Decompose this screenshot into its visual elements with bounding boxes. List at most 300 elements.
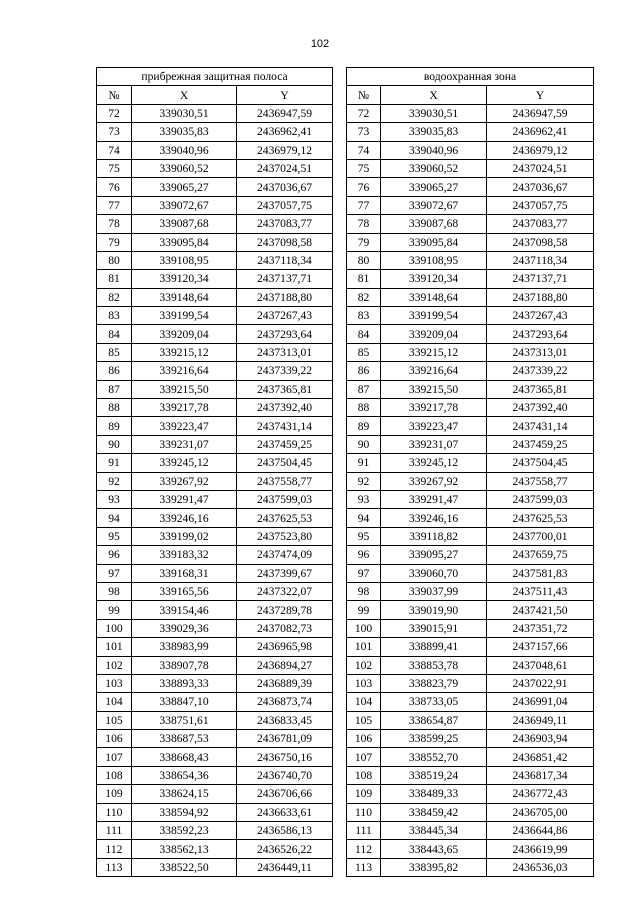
left-y-value: 2437098,58 bbox=[237, 233, 333, 251]
right-point-number: 94 bbox=[347, 509, 381, 527]
left-x-value: 339291,47 bbox=[132, 490, 237, 508]
left-y-value: 2437322,07 bbox=[237, 582, 333, 600]
right-y-value: 2437022,91 bbox=[487, 674, 594, 692]
left-point-number: 105 bbox=[97, 711, 132, 729]
left-point-number: 112 bbox=[97, 840, 132, 858]
table-gap bbox=[333, 840, 347, 858]
right-y-value: 2437351,72 bbox=[487, 619, 594, 637]
right-y-value: 2437267,43 bbox=[487, 307, 594, 325]
right-point-number: 77 bbox=[347, 196, 381, 214]
right-x-value: 339245,12 bbox=[381, 454, 487, 472]
right-point-number: 105 bbox=[347, 711, 381, 729]
right-x-value: 338445,34 bbox=[381, 822, 487, 840]
table-gap bbox=[333, 509, 347, 527]
left-x-value: 339231,07 bbox=[132, 435, 237, 453]
left-y-value: 2437118,34 bbox=[237, 251, 333, 269]
table-gap bbox=[333, 288, 347, 306]
right-point-number: 84 bbox=[347, 325, 381, 343]
left-y-value: 2437392,40 bbox=[237, 399, 333, 417]
right-x-value: 338853,78 bbox=[381, 656, 487, 674]
right-point-number: 100 bbox=[347, 619, 381, 637]
left-zone-title: прибрежная защитная полоса bbox=[97, 68, 333, 86]
left-y-value: 2437365,81 bbox=[237, 380, 333, 398]
right-point-number: 79 bbox=[347, 233, 381, 251]
left-x-value: 338592,23 bbox=[132, 822, 237, 840]
table-gap bbox=[333, 178, 347, 196]
left-point-number: 98 bbox=[97, 582, 132, 600]
right-point-number: 96 bbox=[347, 546, 381, 564]
left-point-number: 94 bbox=[97, 509, 132, 527]
right-y-value: 2437024,51 bbox=[487, 159, 594, 177]
table-row bbox=[97, 656, 594, 674]
right-header-y: Y bbox=[487, 86, 594, 104]
left-point-number: 113 bbox=[97, 858, 132, 876]
right-point-number: 88 bbox=[347, 399, 381, 417]
left-point-number: 110 bbox=[97, 803, 132, 821]
left-y-value: 2437625,53 bbox=[237, 509, 333, 527]
table-gap bbox=[333, 417, 347, 435]
table-gap bbox=[333, 196, 347, 214]
right-point-number: 108 bbox=[347, 766, 381, 784]
table-row bbox=[97, 417, 594, 435]
table-gap bbox=[333, 564, 347, 582]
table-gap bbox=[333, 454, 347, 472]
table-row bbox=[97, 233, 594, 251]
right-point-number: 91 bbox=[347, 454, 381, 472]
left-point-number: 95 bbox=[97, 527, 132, 545]
table-gap bbox=[333, 472, 347, 490]
right-point-number: 106 bbox=[347, 730, 381, 748]
right-y-value: 2437659,75 bbox=[487, 546, 594, 564]
table-row bbox=[97, 858, 594, 876]
table-gap bbox=[333, 656, 347, 674]
right-point-number: 101 bbox=[347, 638, 381, 656]
table-row bbox=[97, 840, 594, 858]
right-y-value: 2436619,99 bbox=[487, 840, 594, 858]
table-row bbox=[97, 730, 594, 748]
left-x-value: 339040,96 bbox=[132, 141, 237, 159]
left-y-value: 2437036,67 bbox=[237, 178, 333, 196]
right-y-value: 2437558,77 bbox=[487, 472, 594, 490]
left-point-number: 76 bbox=[97, 178, 132, 196]
coordinates-body bbox=[97, 104, 594, 876]
table-row bbox=[97, 527, 594, 545]
left-x-value: 338687,53 bbox=[132, 730, 237, 748]
table-row bbox=[97, 325, 594, 343]
left-y-value: 2437024,51 bbox=[237, 159, 333, 177]
right-x-value: 339215,50 bbox=[381, 380, 487, 398]
left-x-value: 338668,43 bbox=[132, 748, 237, 766]
right-point-number: 83 bbox=[347, 307, 381, 325]
right-x-value: 339040,96 bbox=[381, 141, 487, 159]
left-x-value: 339223,47 bbox=[132, 417, 237, 435]
table-row bbox=[97, 564, 594, 582]
left-y-value: 2436449,11 bbox=[237, 858, 333, 876]
right-y-value: 2436536,03 bbox=[487, 858, 594, 876]
left-point-number: 106 bbox=[97, 730, 132, 748]
left-x-value: 338562,13 bbox=[132, 840, 237, 858]
left-point-number: 80 bbox=[97, 251, 132, 269]
left-y-value: 2436586,13 bbox=[237, 822, 333, 840]
left-point-number: 99 bbox=[97, 601, 132, 619]
left-x-value: 339183,32 bbox=[132, 546, 237, 564]
left-point-number: 89 bbox=[97, 417, 132, 435]
left-header-number: № bbox=[97, 86, 132, 104]
table-gap bbox=[333, 693, 347, 711]
left-y-value: 2436894,27 bbox=[237, 656, 333, 674]
right-x-value: 339291,47 bbox=[381, 490, 487, 508]
right-y-value: 2436705,00 bbox=[487, 803, 594, 821]
table-row bbox=[97, 766, 594, 784]
left-y-value: 2436781,09 bbox=[237, 730, 333, 748]
right-y-value: 2436851,42 bbox=[487, 748, 594, 766]
table-row bbox=[97, 619, 594, 637]
right-y-value: 2437137,71 bbox=[487, 270, 594, 288]
left-x-value: 339246,16 bbox=[132, 509, 237, 527]
right-point-number: 112 bbox=[347, 840, 381, 858]
left-point-number: 93 bbox=[97, 490, 132, 508]
right-point-number: 72 bbox=[347, 104, 381, 122]
left-point-number: 90 bbox=[97, 435, 132, 453]
left-y-value: 2436833,45 bbox=[237, 711, 333, 729]
right-x-value: 339118,82 bbox=[381, 527, 487, 545]
left-y-value: 2437459,25 bbox=[237, 435, 333, 453]
right-y-value: 2437293,64 bbox=[487, 325, 594, 343]
left-point-number: 81 bbox=[97, 270, 132, 288]
right-point-number: 81 bbox=[347, 270, 381, 288]
left-point-number: 86 bbox=[97, 362, 132, 380]
left-x-value: 338907,78 bbox=[132, 656, 237, 674]
left-x-value: 338847,10 bbox=[132, 693, 237, 711]
table-row bbox=[97, 748, 594, 766]
left-y-value: 2437431,14 bbox=[237, 417, 333, 435]
left-point-number: 78 bbox=[97, 215, 132, 233]
right-point-number: 111 bbox=[347, 822, 381, 840]
left-y-value: 2436947,59 bbox=[237, 104, 333, 122]
table-gap bbox=[333, 766, 347, 784]
table-gap bbox=[333, 325, 347, 343]
right-point-number: 86 bbox=[347, 362, 381, 380]
right-y-value: 2437365,81 bbox=[487, 380, 594, 398]
page-number: 102 bbox=[310, 38, 330, 50]
right-x-value: 339120,34 bbox=[381, 270, 487, 288]
left-point-number: 96 bbox=[97, 546, 132, 564]
right-point-number: 104 bbox=[347, 693, 381, 711]
left-y-value: 2437289,78 bbox=[237, 601, 333, 619]
right-point-number: 102 bbox=[347, 656, 381, 674]
left-point-number: 102 bbox=[97, 656, 132, 674]
table-gap bbox=[333, 803, 347, 821]
left-point-number: 85 bbox=[97, 343, 132, 361]
table-row bbox=[97, 785, 594, 803]
left-y-value: 2437399,67 bbox=[237, 564, 333, 582]
table-row bbox=[97, 582, 594, 600]
left-x-value: 339120,34 bbox=[132, 270, 237, 288]
left-point-number: 88 bbox=[97, 399, 132, 417]
left-header-x: X bbox=[132, 86, 237, 104]
table-row bbox=[97, 141, 594, 159]
left-x-value: 339065,27 bbox=[132, 178, 237, 196]
left-y-value: 2436750,16 bbox=[237, 748, 333, 766]
left-y-value: 2436889,39 bbox=[237, 674, 333, 692]
right-y-value: 2437339,22 bbox=[487, 362, 594, 380]
table-gap bbox=[333, 215, 347, 233]
right-x-value: 338489,33 bbox=[381, 785, 487, 803]
right-x-value: 338823,79 bbox=[381, 674, 487, 692]
table-row bbox=[97, 601, 594, 619]
right-point-number: 87 bbox=[347, 380, 381, 398]
left-x-value: 339217,78 bbox=[132, 399, 237, 417]
table-row bbox=[97, 307, 594, 325]
left-x-value: 339030,51 bbox=[132, 104, 237, 122]
right-y-value: 2437188,80 bbox=[487, 288, 594, 306]
right-y-value: 2436817,34 bbox=[487, 766, 594, 784]
right-y-value: 2437504,45 bbox=[487, 454, 594, 472]
coordinates-table bbox=[96, 67, 594, 877]
right-x-value: 338443,65 bbox=[381, 840, 487, 858]
right-x-value: 339223,47 bbox=[381, 417, 487, 435]
table-gap bbox=[333, 86, 347, 104]
right-y-value: 2437083,77 bbox=[487, 215, 594, 233]
left-y-value: 2437339,22 bbox=[237, 362, 333, 380]
left-y-value: 2436740,70 bbox=[237, 766, 333, 784]
left-point-number: 107 bbox=[97, 748, 132, 766]
table-gap bbox=[333, 527, 347, 545]
right-y-value: 2437313,01 bbox=[487, 343, 594, 361]
right-x-value: 339072,67 bbox=[381, 196, 487, 214]
table-gap bbox=[333, 399, 347, 417]
table-row bbox=[97, 196, 594, 214]
left-x-value: 339035,83 bbox=[132, 123, 237, 141]
table-gap bbox=[333, 362, 347, 380]
table-gap bbox=[333, 307, 347, 325]
left-x-value: 339060,52 bbox=[132, 159, 237, 177]
right-x-value: 339215,12 bbox=[381, 343, 487, 361]
right-point-number: 78 bbox=[347, 215, 381, 233]
right-point-number: 82 bbox=[347, 288, 381, 306]
left-x-value: 339209,04 bbox=[132, 325, 237, 343]
left-x-value: 338983,99 bbox=[132, 638, 237, 656]
right-point-number: 107 bbox=[347, 748, 381, 766]
right-y-value: 2437581,83 bbox=[487, 564, 594, 582]
table-gap bbox=[333, 104, 347, 122]
right-y-value: 2436979,12 bbox=[487, 141, 594, 159]
left-x-value: 339216,64 bbox=[132, 362, 237, 380]
left-x-value: 339165,56 bbox=[132, 582, 237, 600]
right-y-value: 2437392,40 bbox=[487, 399, 594, 417]
right-point-number: 98 bbox=[347, 582, 381, 600]
left-x-value: 339072,67 bbox=[132, 196, 237, 214]
left-x-value: 338594,92 bbox=[132, 803, 237, 821]
table-gap bbox=[333, 123, 347, 141]
left-point-number: 92 bbox=[97, 472, 132, 490]
right-y-value: 2437118,34 bbox=[487, 251, 594, 269]
left-point-number: 101 bbox=[97, 638, 132, 656]
right-point-number: 109 bbox=[347, 785, 381, 803]
right-point-number: 92 bbox=[347, 472, 381, 490]
right-y-value: 2436991,04 bbox=[487, 693, 594, 711]
right-y-value: 2436949,11 bbox=[487, 711, 594, 729]
right-y-value: 2437057,75 bbox=[487, 196, 594, 214]
table-row bbox=[97, 104, 594, 122]
right-x-value: 339246,16 bbox=[381, 509, 487, 527]
left-x-value: 339215,12 bbox=[132, 343, 237, 361]
table-gap bbox=[333, 785, 347, 803]
table-gap bbox=[333, 68, 347, 86]
right-point-number: 103 bbox=[347, 674, 381, 692]
right-x-value: 339030,51 bbox=[381, 104, 487, 122]
left-y-value: 2437188,80 bbox=[237, 288, 333, 306]
right-point-number: 74 bbox=[347, 141, 381, 159]
left-x-value: 339095,84 bbox=[132, 233, 237, 251]
right-x-value: 339060,52 bbox=[381, 159, 487, 177]
left-point-number: 77 bbox=[97, 196, 132, 214]
table-row bbox=[97, 178, 594, 196]
right-point-number: 89 bbox=[347, 417, 381, 435]
table-row bbox=[97, 380, 594, 398]
left-y-value: 2436526,22 bbox=[237, 840, 333, 858]
right-x-value: 339231,07 bbox=[381, 435, 487, 453]
right-y-value: 2436903,94 bbox=[487, 730, 594, 748]
right-x-value: 339065,27 bbox=[381, 178, 487, 196]
right-x-value: 339095,84 bbox=[381, 233, 487, 251]
right-y-value: 2436947,59 bbox=[487, 104, 594, 122]
table-gap bbox=[333, 546, 347, 564]
table-row bbox=[97, 638, 594, 656]
left-y-value: 2436706,66 bbox=[237, 785, 333, 803]
right-x-value: 338519,24 bbox=[381, 766, 487, 784]
right-x-value: 339015,91 bbox=[381, 619, 487, 637]
left-y-value: 2437293,64 bbox=[237, 325, 333, 343]
table-row bbox=[97, 546, 594, 564]
left-point-number: 84 bbox=[97, 325, 132, 343]
right-x-value: 338654,87 bbox=[381, 711, 487, 729]
right-y-value: 2436962,41 bbox=[487, 123, 594, 141]
table-gap bbox=[333, 730, 347, 748]
table-row bbox=[97, 251, 594, 269]
left-x-value: 338522,50 bbox=[132, 858, 237, 876]
right-x-value: 338459,42 bbox=[381, 803, 487, 821]
right-x-value: 339209,04 bbox=[381, 325, 487, 343]
right-y-value: 2437431,14 bbox=[487, 417, 594, 435]
right-x-value: 338395,82 bbox=[381, 858, 487, 876]
table-row bbox=[97, 711, 594, 729]
table-gap bbox=[333, 380, 347, 398]
right-y-value: 2437599,03 bbox=[487, 490, 594, 508]
right-x-value: 339095,27 bbox=[381, 546, 487, 564]
left-point-number: 111 bbox=[97, 822, 132, 840]
table-row bbox=[97, 288, 594, 306]
right-point-number: 75 bbox=[347, 159, 381, 177]
left-x-value: 338624,15 bbox=[132, 785, 237, 803]
table-row bbox=[97, 509, 594, 527]
left-x-value: 339029,36 bbox=[132, 619, 237, 637]
left-point-number: 100 bbox=[97, 619, 132, 637]
right-x-value: 338899,41 bbox=[381, 638, 487, 656]
table-gap bbox=[333, 270, 347, 288]
table-gap bbox=[333, 343, 347, 361]
table-gap bbox=[333, 435, 347, 453]
table-row bbox=[97, 693, 594, 711]
table-row bbox=[97, 159, 594, 177]
right-y-value: 2437036,67 bbox=[487, 178, 594, 196]
right-x-value: 339087,68 bbox=[381, 215, 487, 233]
left-point-number: 97 bbox=[97, 564, 132, 582]
right-point-number: 93 bbox=[347, 490, 381, 508]
right-point-number: 113 bbox=[347, 858, 381, 876]
left-y-value: 2436633,61 bbox=[237, 803, 333, 821]
table-gap bbox=[333, 619, 347, 637]
left-x-value: 339199,54 bbox=[132, 307, 237, 325]
left-point-number: 72 bbox=[97, 104, 132, 122]
right-x-value: 338599,25 bbox=[381, 730, 487, 748]
right-point-number: 85 bbox=[347, 343, 381, 361]
right-x-value: 339199,54 bbox=[381, 307, 487, 325]
table-row bbox=[97, 435, 594, 453]
table-row bbox=[97, 362, 594, 380]
left-y-value: 2436962,41 bbox=[237, 123, 333, 141]
left-y-value: 2436873,74 bbox=[237, 693, 333, 711]
table-gap bbox=[333, 601, 347, 619]
left-y-value: 2437313,01 bbox=[237, 343, 333, 361]
table-row bbox=[97, 674, 594, 692]
table-row bbox=[97, 822, 594, 840]
right-y-value: 2437421,50 bbox=[487, 601, 594, 619]
left-point-number: 83 bbox=[97, 307, 132, 325]
table-gap bbox=[333, 858, 347, 876]
left-x-value: 339087,68 bbox=[132, 215, 237, 233]
right-zone-title: водоохранная зона bbox=[347, 68, 594, 86]
left-point-number: 91 bbox=[97, 454, 132, 472]
right-y-value: 2437625,53 bbox=[487, 509, 594, 527]
right-y-value: 2437098,58 bbox=[487, 233, 594, 251]
table-gap bbox=[333, 822, 347, 840]
table-row bbox=[97, 472, 594, 490]
left-point-number: 104 bbox=[97, 693, 132, 711]
table-gap bbox=[333, 638, 347, 656]
left-y-value: 2437558,77 bbox=[237, 472, 333, 490]
right-x-value: 338733,05 bbox=[381, 693, 487, 711]
right-x-value: 339019,90 bbox=[381, 601, 487, 619]
right-y-value: 2437459,25 bbox=[487, 435, 594, 453]
zone-title-row bbox=[97, 68, 594, 86]
right-x-value: 339108,95 bbox=[381, 251, 487, 269]
left-y-value: 2436965,98 bbox=[237, 638, 333, 656]
table-row bbox=[97, 803, 594, 821]
table-row bbox=[97, 343, 594, 361]
left-x-value: 339168,31 bbox=[132, 564, 237, 582]
right-x-value: 339060,70 bbox=[381, 564, 487, 582]
left-point-number: 103 bbox=[97, 674, 132, 692]
right-x-value: 339217,78 bbox=[381, 399, 487, 417]
left-point-number: 79 bbox=[97, 233, 132, 251]
right-point-number: 73 bbox=[347, 123, 381, 141]
table-row bbox=[97, 270, 594, 288]
table-gap bbox=[333, 748, 347, 766]
right-point-number: 97 bbox=[347, 564, 381, 582]
table-row bbox=[97, 454, 594, 472]
right-y-value: 2437511,43 bbox=[487, 582, 594, 600]
left-y-value: 2437523,80 bbox=[237, 527, 333, 545]
left-x-value: 339267,92 bbox=[132, 472, 237, 490]
left-x-value: 338893,33 bbox=[132, 674, 237, 692]
table-row bbox=[97, 123, 594, 141]
table-gap bbox=[333, 251, 347, 269]
left-point-number: 82 bbox=[97, 288, 132, 306]
left-point-number: 73 bbox=[97, 123, 132, 141]
left-point-number: 109 bbox=[97, 785, 132, 803]
right-header-number: № bbox=[347, 86, 381, 104]
